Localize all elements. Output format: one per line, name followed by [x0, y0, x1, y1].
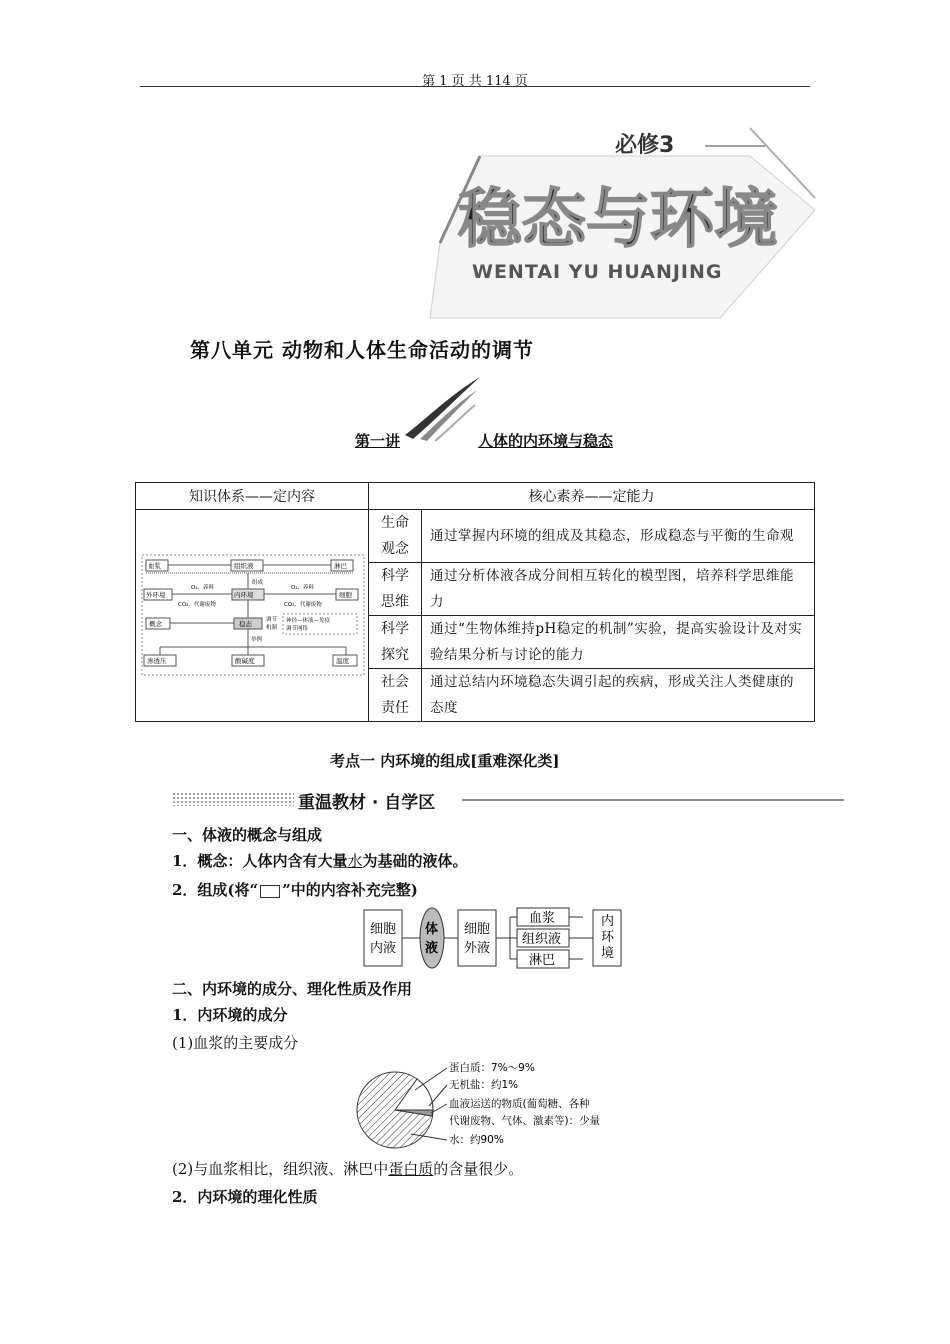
cd-inner-3: 境: [601, 946, 615, 961]
heading-2-1: 1．内环境的成分: [172, 1006, 288, 1024]
dg-tissue: 组织液: [234, 561, 254, 570]
row-label-1: 生命 观念: [369, 510, 422, 563]
dg-co2-left: CO₂、代谢废物: [178, 601, 216, 608]
dg-plasma: 血浆: [148, 561, 161, 570]
dg-concept: 概念: [149, 619, 162, 628]
cd-intra-1: 细胞: [370, 922, 397, 937]
row-label-2: 科学 思维: [369, 563, 422, 616]
cd-extra-2: 外液: [464, 941, 491, 956]
unit-title: 第八单元 动物和人体生命活动的调节: [190, 338, 534, 362]
cd-body-2: 液: [425, 941, 439, 956]
cd-inner-2: 环: [601, 930, 615, 945]
plasma-paragraph: (1)血浆的主要成分: [172, 1034, 299, 1052]
row-text-1: 通过掌握内环境的组成及其稳态，形成稳态与平衡的生命观: [422, 510, 815, 563]
banner-graphic: [420, 118, 840, 328]
section-rule: [462, 799, 844, 801]
lecture-swoosh-icon: [395, 375, 485, 445]
kaodian-title: 考点一 内环境的组成[重难深化类]: [330, 752, 560, 770]
banner-pinyin: WENTAI YU HUANJING: [472, 261, 723, 283]
knowledge-diagram-cell: [136, 510, 369, 722]
blank-box-icon: [260, 885, 280, 898]
dg-inner: 内环境: [234, 590, 254, 599]
dg-regulation: 调节: [266, 616, 278, 623]
dg-temperature: 温度: [336, 656, 349, 665]
protein-fill: 蛋白质: [388, 1160, 434, 1178]
dg-co2-right: CO₂、代谢废物: [284, 601, 322, 608]
heading-1: 一、体液的概念与组成: [172, 826, 323, 844]
row-text-2: 通过分析体液各成分间相互转化的模型图，培养科学思维能力: [422, 563, 815, 616]
header-rule: [140, 86, 810, 87]
overview-table: [135, 482, 815, 722]
cd-intra-2: 内液: [370, 941, 397, 956]
heading-2: 二、内环境的成分、理化性质及作用: [172, 980, 413, 998]
dg-ph: 酸碱度: [235, 656, 255, 665]
dg-example: 举例: [251, 636, 263, 643]
dg-cell: 细胞: [339, 590, 352, 599]
cd-inner-1: 内: [601, 914, 615, 929]
plasma-pie: [355, 1058, 645, 1154]
row-text-4: 通过总结内环境稳态失调引起的疾病，形成关注人类健康的态度: [422, 669, 815, 722]
heading-2-2: 2．内环境的理化性质: [172, 1188, 318, 1206]
banner-module: 必修3: [615, 133, 675, 158]
item1-fill: 水: [347, 852, 363, 870]
pie-label-water: 水：约90%: [449, 1134, 504, 1146]
pie-label-salt: 无机盐：约1%: [449, 1079, 519, 1091]
pie-label-transport-2: 代谢废物、气体、激素等)：少量: [449, 1115, 601, 1127]
dg-osmotic: 渗透压: [147, 656, 167, 665]
dg-mechanism: 机制: [266, 624, 278, 631]
dg-outside: 外环境: [146, 590, 166, 599]
pie-label-transport-1: 血液运送的物质(葡萄糖、各种: [449, 1098, 590, 1110]
knowledge-diagram: [136, 551, 368, 681]
dg-o2-right: O₂、养料: [291, 584, 315, 591]
cd-plasma: 血浆: [529, 911, 556, 926]
section-title: 重温教材 · 自学区: [298, 793, 436, 813]
col2-header: 核心素养——定能力: [369, 483, 815, 510]
banner-title: 稳态与环境: [458, 183, 778, 257]
item-2: 2．组成(将“ ”中的内容补充完整): [172, 881, 418, 899]
row-label-4: 社会 责任: [369, 669, 422, 722]
dg-lymph: 淋巴: [334, 561, 347, 570]
dg-network2: 调节网络: [286, 625, 309, 632]
cd-extra-1: 细胞: [464, 922, 491, 937]
dg-homeostasis: 稳态: [239, 619, 252, 628]
comparison-paragraph: (2)与血浆相比，组织液、淋巴中蛋白质的含量很少。: [172, 1160, 524, 1178]
dg-o2-left: O₂、养料: [191, 584, 215, 591]
row-text-3: 通过“生物体维持pH稳定的机制”实验，提高实验设计及对实验结果分析与讨论的能力: [422, 616, 815, 669]
col1-header: 知识体系——定内容: [136, 483, 369, 510]
composition-diagram: [362, 906, 624, 970]
dg-network: 神经—体液—免疫: [286, 617, 331, 624]
cd-lymph: 淋巴: [529, 953, 556, 968]
dg-composition: 组成: [252, 579, 264, 586]
lecture-number: 第一讲: [355, 432, 401, 450]
row-label-3: 科学 探究: [369, 616, 422, 669]
page-header: 第 1 页 共 114 页: [422, 74, 528, 89]
section-dots: [172, 792, 294, 806]
item-1: 1．概念：人体内含有大量水为基础的液体。: [172, 852, 468, 870]
lecture-title: 人体的内环境与稳态: [478, 432, 614, 450]
pie-label-protein: 蛋白质：7%～9%: [449, 1062, 535, 1074]
cd-body-1: 体: [425, 922, 439, 937]
cd-tissue: 组织液: [522, 932, 562, 947]
